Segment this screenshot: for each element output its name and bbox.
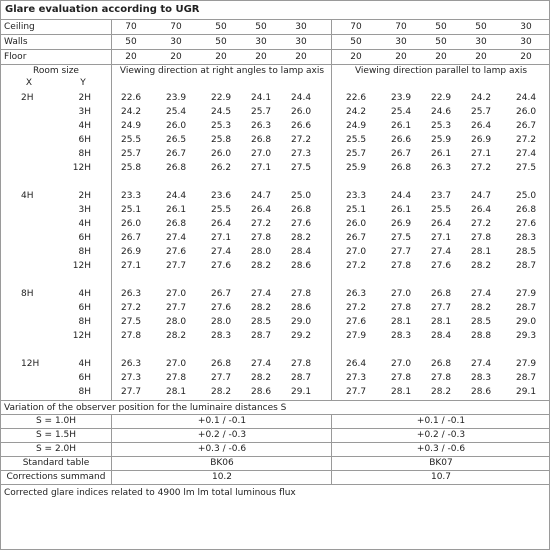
variation-row-label: S = 2.0H bbox=[35, 444, 77, 454]
ugr-value: 22.9 bbox=[431, 93, 452, 103]
ugr-value: 26.4 bbox=[211, 219, 232, 229]
room-y: 8H bbox=[78, 247, 91, 257]
ugr-value: 24.2 bbox=[121, 107, 142, 117]
ugr-value: 28.2 bbox=[251, 373, 272, 383]
ugr-value: 27.8 bbox=[166, 373, 187, 383]
ugr-value: 26.8 bbox=[516, 205, 537, 215]
ugr-value: 28.8 bbox=[471, 331, 492, 341]
ugr-value: 25.0 bbox=[516, 191, 537, 201]
ugr-value: 23.3 bbox=[121, 191, 142, 201]
ugr-value: 27.8 bbox=[291, 289, 312, 299]
divider bbox=[1, 456, 549, 457]
ugr-value: 27.2 bbox=[471, 163, 492, 173]
ugr-value: 28.2 bbox=[431, 387, 452, 397]
ugr-value: 26.0 bbox=[121, 219, 142, 229]
ugr-value: 27.2 bbox=[471, 219, 492, 229]
ugr-value: 27.4 bbox=[431, 247, 452, 257]
ugr-value: 27.2 bbox=[291, 135, 312, 145]
ugr-value: 26.3 bbox=[121, 289, 142, 299]
ugr-value: 29.1 bbox=[291, 387, 312, 397]
divider bbox=[111, 64, 112, 400]
ugr-value: 28.2 bbox=[291, 233, 312, 243]
room-y: 4H bbox=[78, 289, 91, 299]
reflectance-label: Walls bbox=[4, 37, 28, 47]
ugr-value: 26.1 bbox=[391, 121, 412, 131]
ugr-value: 26.8 bbox=[431, 289, 452, 299]
ugr-value: 27.6 bbox=[431, 261, 452, 271]
ugr-value: 25.8 bbox=[121, 163, 142, 173]
ugr-value: 26.4 bbox=[431, 219, 452, 229]
reflectance-value: 70 bbox=[170, 22, 182, 32]
divider bbox=[331, 414, 332, 484]
room-y: 2H bbox=[78, 191, 91, 201]
ugr-value: 27.4 bbox=[166, 233, 187, 243]
reflectance-value: 20 bbox=[170, 52, 182, 62]
footer-note: Corrected glare indices related to 4900 lm lm total luminous flux bbox=[4, 488, 296, 498]
ugr-value: 26.7 bbox=[516, 121, 537, 131]
reflectance-value: 30 bbox=[395, 37, 407, 47]
room-size-label: Room size bbox=[33, 66, 79, 76]
divider bbox=[1, 414, 549, 415]
ugr-value: 24.6 bbox=[431, 107, 452, 117]
ugr-value: 25.3 bbox=[431, 121, 452, 131]
ugr-value: 26.7 bbox=[391, 149, 412, 159]
ugr-value: 26.2 bbox=[211, 163, 232, 173]
room-y: 6H bbox=[78, 373, 91, 383]
room-y: 2H bbox=[78, 93, 91, 103]
ugr-value: 27.8 bbox=[291, 359, 312, 369]
ugr-value: 26.4 bbox=[471, 205, 492, 215]
ugr-value: 27.9 bbox=[516, 359, 537, 369]
ugr-value: 27.2 bbox=[346, 261, 367, 271]
ugr-value: 26.1 bbox=[391, 205, 412, 215]
variation-row-label: S = 1.0H bbox=[35, 416, 77, 426]
ugr-value: 26.3 bbox=[431, 163, 452, 173]
ugr-value: 24.2 bbox=[471, 93, 492, 103]
ugr-value: 24.9 bbox=[346, 121, 367, 131]
ugr-value: 26.6 bbox=[291, 121, 312, 131]
ugr-value: 26.9 bbox=[471, 135, 492, 145]
ugr-value: 22.6 bbox=[346, 93, 367, 103]
ugr-value: 28.0 bbox=[166, 317, 187, 327]
ugr-value: 24.4 bbox=[291, 93, 312, 103]
divider bbox=[111, 20, 112, 64]
ugr-value: 27.9 bbox=[516, 289, 537, 299]
reflectance-value: 20 bbox=[435, 52, 447, 62]
ugr-value: 27.4 bbox=[516, 149, 537, 159]
reflectance-label: Floor bbox=[4, 52, 27, 62]
y-label: Y bbox=[80, 78, 86, 88]
reflectance-value: 30 bbox=[255, 37, 267, 47]
ugr-value: 25.5 bbox=[121, 135, 142, 145]
ugr-value: 27.1 bbox=[121, 261, 142, 271]
divider bbox=[331, 20, 332, 400]
ugr-value: 27.7 bbox=[121, 387, 142, 397]
ugr-value: 27.6 bbox=[291, 219, 312, 229]
ugr-value: 26.7 bbox=[211, 289, 232, 299]
ugr-value: 27.2 bbox=[346, 303, 367, 313]
ugr-value: 27.2 bbox=[251, 219, 272, 229]
ugr-value: 24.4 bbox=[166, 191, 187, 201]
ugr-value: 27.0 bbox=[346, 247, 367, 257]
ugr-value: 26.9 bbox=[121, 247, 142, 257]
reflectance-value: 20 bbox=[125, 52, 137, 62]
ugr-value: 27.0 bbox=[166, 359, 187, 369]
ugr-value: 28.3 bbox=[211, 331, 232, 341]
ugr-value: 27.8 bbox=[251, 233, 272, 243]
room-y: 3H bbox=[78, 107, 91, 117]
divider bbox=[1, 442, 549, 443]
divider bbox=[1, 64, 549, 65]
ugr-value: 27.0 bbox=[391, 289, 412, 299]
ugr-value: 26.1 bbox=[431, 149, 452, 159]
ugr-value: 27.4 bbox=[251, 289, 272, 299]
ugr-value: 28.6 bbox=[291, 303, 312, 313]
divider bbox=[111, 414, 112, 484]
ugr-value: 27.7 bbox=[431, 303, 452, 313]
variation-label: Variation of the observer position for the luminaire distances S bbox=[4, 403, 287, 413]
room-y: 6H bbox=[78, 135, 91, 145]
ugr-value: 27.1 bbox=[251, 163, 272, 173]
ugr-value: 27.6 bbox=[211, 303, 232, 313]
reflectance-value: 20 bbox=[295, 52, 307, 62]
ugr-value: 28.1 bbox=[166, 387, 187, 397]
ugr-value: 27.8 bbox=[431, 373, 452, 383]
ugr-value: 26.0 bbox=[211, 149, 232, 159]
reflectance-value: 30 bbox=[295, 37, 307, 47]
ugr-value: 26.8 bbox=[251, 135, 272, 145]
ugr-value: 24.4 bbox=[391, 191, 412, 201]
room-y: 6H bbox=[78, 233, 91, 243]
ugr-value: 27.3 bbox=[121, 373, 142, 383]
ugr-value: 28.4 bbox=[291, 247, 312, 257]
reflectance-value: 30 bbox=[520, 22, 532, 32]
ugr-value: 26.4 bbox=[471, 121, 492, 131]
reflectance-value: 50 bbox=[435, 37, 447, 47]
reflectance-value: 50 bbox=[350, 37, 362, 47]
ugr-value: 26.1 bbox=[166, 205, 187, 215]
ugr-value: 27.5 bbox=[121, 317, 142, 327]
ugr-value: 29.0 bbox=[291, 317, 312, 327]
divider bbox=[1, 484, 549, 485]
ugr-value: 28.4 bbox=[431, 331, 452, 341]
ugr-value: 25.1 bbox=[346, 205, 367, 215]
ugr-value: 28.5 bbox=[251, 317, 272, 327]
room-x: 12H bbox=[21, 359, 40, 369]
ugr-value: 26.0 bbox=[166, 121, 187, 131]
ugr-value: 28.7 bbox=[516, 261, 537, 271]
ugr-value: 27.1 bbox=[471, 149, 492, 159]
ugr-value: 24.5 bbox=[211, 107, 232, 117]
ugr-value: 23.6 bbox=[211, 191, 232, 201]
ugr-value: 25.4 bbox=[166, 107, 187, 117]
corrections-right: 10.2 bbox=[211, 472, 233, 482]
ugr-value: 27.8 bbox=[391, 261, 412, 271]
variation-right: +0.2 / -0.3 bbox=[197, 430, 247, 440]
ugr-value: 27.2 bbox=[516, 135, 537, 145]
reflectance-value: 20 bbox=[520, 52, 532, 62]
standard-table-label: Standard table bbox=[22, 458, 90, 468]
ugr-value: 27.9 bbox=[346, 331, 367, 341]
direction-right-label: Viewing direction at right angles to lamp axis bbox=[119, 66, 325, 76]
room-y: 4H bbox=[78, 219, 91, 229]
ugr-value: 28.1 bbox=[391, 387, 412, 397]
ugr-value: 22.6 bbox=[121, 93, 142, 103]
reflectance-value: 30 bbox=[475, 37, 487, 47]
ugr-value: 26.8 bbox=[211, 359, 232, 369]
standard-table-right: BK06 bbox=[210, 458, 234, 468]
ugr-value: 28.0 bbox=[211, 317, 232, 327]
ugr-value: 28.1 bbox=[471, 247, 492, 257]
reflectance-value: 50 bbox=[215, 37, 227, 47]
ugr-value: 24.2 bbox=[346, 107, 367, 117]
ugr-value: 26.0 bbox=[516, 107, 537, 117]
ugr-value: 28.6 bbox=[251, 387, 272, 397]
ugr-value: 27.6 bbox=[346, 317, 367, 327]
ugr-value: 27.3 bbox=[291, 149, 312, 159]
ugr-value: 28.5 bbox=[471, 317, 492, 327]
ugr-value: 26.6 bbox=[391, 135, 412, 145]
reflectance-value: 50 bbox=[125, 37, 137, 47]
ugr-value: 26.0 bbox=[291, 107, 312, 117]
room-y: 8H bbox=[78, 317, 91, 327]
ugr-value: 28.1 bbox=[391, 317, 412, 327]
ugr-value: 25.5 bbox=[211, 205, 232, 215]
ugr-value: 29.1 bbox=[516, 387, 537, 397]
ugr-value: 28.6 bbox=[471, 387, 492, 397]
room-y: 12H bbox=[72, 331, 91, 341]
ugr-value: 27.6 bbox=[516, 219, 537, 229]
room-x: 8H bbox=[21, 289, 34, 299]
ugr-value: 24.7 bbox=[251, 191, 272, 201]
reflectance-value: 20 bbox=[350, 52, 362, 62]
ugr-value: 26.8 bbox=[431, 359, 452, 369]
ugr-value: 28.6 bbox=[291, 261, 312, 271]
ugr-value: 28.2 bbox=[211, 387, 232, 397]
ugr-value: 26.9 bbox=[391, 219, 412, 229]
reflectance-value: 20 bbox=[475, 52, 487, 62]
ugr-value: 25.7 bbox=[346, 149, 367, 159]
ugr-value: 23.3 bbox=[346, 191, 367, 201]
ugr-value: 26.4 bbox=[346, 359, 367, 369]
ugr-value: 27.3 bbox=[346, 373, 367, 383]
room-y: 4H bbox=[78, 121, 91, 131]
ugr-value: 27.0 bbox=[251, 149, 272, 159]
reflectance-value: 30 bbox=[520, 37, 532, 47]
ugr-value: 24.4 bbox=[516, 93, 537, 103]
variation-parallel: +0.2 / -0.3 bbox=[416, 430, 466, 440]
ugr-value: 27.7 bbox=[391, 247, 412, 257]
ugr-value: 28.3 bbox=[516, 233, 537, 243]
ugr-value: 27.8 bbox=[391, 303, 412, 313]
ugr-value: 28.0 bbox=[251, 247, 272, 257]
ugr-value: 28.7 bbox=[291, 373, 312, 383]
ugr-value: 28.2 bbox=[471, 303, 492, 313]
ugr-value: 23.9 bbox=[166, 93, 187, 103]
ugr-value: 27.7 bbox=[211, 373, 232, 383]
ugr-value: 25.7 bbox=[121, 149, 142, 159]
room-x: 2H bbox=[21, 93, 34, 103]
ugr-value: 25.5 bbox=[431, 205, 452, 215]
ugr-value: 22.9 bbox=[211, 93, 232, 103]
ugr-value: 27.5 bbox=[391, 233, 412, 243]
ugr-value: 28.3 bbox=[391, 331, 412, 341]
ugr-value: 27.7 bbox=[346, 387, 367, 397]
ugr-value: 26.4 bbox=[251, 205, 272, 215]
ugr-value: 25.3 bbox=[211, 121, 232, 131]
ugr-value: 26.3 bbox=[251, 121, 272, 131]
reflectance-value: 20 bbox=[395, 52, 407, 62]
ugr-value: 24.9 bbox=[121, 121, 142, 131]
ugr-value: 26.5 bbox=[166, 135, 187, 145]
ugr-value: 26.7 bbox=[166, 149, 187, 159]
variation-row-label: S = 1.5H bbox=[35, 430, 77, 440]
ugr-value: 28.7 bbox=[516, 373, 537, 383]
ugr-value: 28.2 bbox=[251, 261, 272, 271]
ugr-value: 28.7 bbox=[516, 303, 537, 313]
ugr-value: 27.0 bbox=[391, 359, 412, 369]
ugr-value: 27.5 bbox=[516, 163, 537, 173]
ugr-value: 27.8 bbox=[391, 373, 412, 383]
ugr-value: 25.4 bbox=[391, 107, 412, 117]
ugr-value: 28.2 bbox=[251, 303, 272, 313]
ugr-value: 26.7 bbox=[346, 233, 367, 243]
ugr-value: 26.8 bbox=[166, 219, 187, 229]
ugr-value: 25.7 bbox=[471, 107, 492, 117]
ugr-value: 25.9 bbox=[346, 163, 367, 173]
ugr-value: 27.4 bbox=[471, 359, 492, 369]
title-bar bbox=[1, 1, 549, 20]
ugr-value: 27.8 bbox=[471, 233, 492, 243]
room-y: 12H bbox=[72, 163, 91, 173]
ugr-value: 25.7 bbox=[251, 107, 272, 117]
ugr-value: 27.5 bbox=[291, 163, 312, 173]
reflectance-value: 50 bbox=[215, 22, 227, 32]
ugr-value: 25.8 bbox=[211, 135, 232, 145]
ugr-value: 27.0 bbox=[166, 289, 187, 299]
ugr-value: 27.1 bbox=[431, 233, 452, 243]
divider bbox=[1, 49, 549, 50]
reflectance-value: 50 bbox=[475, 22, 487, 32]
ugr-value: 27.8 bbox=[121, 331, 142, 341]
room-x: 4H bbox=[21, 191, 34, 201]
room-y: 8H bbox=[78, 387, 91, 397]
divider bbox=[1, 400, 549, 401]
ugr-value: 24.1 bbox=[251, 93, 272, 103]
ugr-value: 28.2 bbox=[471, 261, 492, 271]
ugr-value: 25.1 bbox=[121, 205, 142, 215]
ugr-value: 26.7 bbox=[121, 233, 142, 243]
corrections-label: Corrections summand bbox=[6, 472, 106, 482]
ugr-value: 27.6 bbox=[166, 247, 187, 257]
reflectance-value: 20 bbox=[255, 52, 267, 62]
page-title: Glare evaluation according to UGR bbox=[5, 4, 200, 15]
ugr-value: 28.7 bbox=[251, 331, 272, 341]
room-y: 12H bbox=[72, 261, 91, 271]
reflectance-value: 70 bbox=[395, 22, 407, 32]
ugr-value: 27.7 bbox=[166, 303, 187, 313]
ugr-value: 25.9 bbox=[431, 135, 452, 145]
room-y: 6H bbox=[78, 303, 91, 313]
reflectance-value: 50 bbox=[255, 22, 267, 32]
ugr-value: 27.4 bbox=[251, 359, 272, 369]
variation-right: +0.3 / -0.6 bbox=[197, 444, 247, 454]
divider bbox=[1, 428, 549, 429]
ugr-value: 24.7 bbox=[471, 191, 492, 201]
ugr-value: 26.0 bbox=[346, 219, 367, 229]
ugr-value: 28.5 bbox=[516, 247, 537, 257]
ugr-value: 23.7 bbox=[431, 191, 452, 201]
divider bbox=[1, 470, 549, 471]
variation-right: +0.1 / -0.1 bbox=[197, 416, 247, 426]
ugr-value: 29.0 bbox=[516, 317, 537, 327]
standard-table-parallel: BK07 bbox=[429, 458, 453, 468]
ugr-value: 26.3 bbox=[121, 359, 142, 369]
reflectance-value: 70 bbox=[125, 22, 137, 32]
ugr-value: 26.8 bbox=[166, 163, 187, 173]
ugr-value: 27.1 bbox=[211, 233, 232, 243]
variation-parallel: +0.1 / -0.1 bbox=[416, 416, 466, 426]
ugr-value: 27.4 bbox=[211, 247, 232, 257]
ugr-value: 26.8 bbox=[291, 205, 312, 215]
ugr-value: 28.3 bbox=[471, 373, 492, 383]
ugr-value: 28.1 bbox=[431, 317, 452, 327]
divider bbox=[1, 34, 549, 35]
ugr-value: 28.2 bbox=[166, 331, 187, 341]
reflectance-value: 70 bbox=[350, 22, 362, 32]
reflectance-value: 20 bbox=[215, 52, 227, 62]
room-y: 3H bbox=[78, 205, 91, 215]
ugr-value: 26.8 bbox=[391, 163, 412, 173]
ugr-value: 27.6 bbox=[211, 261, 232, 271]
reflectance-label: Ceiling bbox=[4, 22, 35, 32]
ugr-value: 25.5 bbox=[346, 135, 367, 145]
x-label: X bbox=[25, 78, 33, 88]
ugr-value: 27.7 bbox=[166, 261, 187, 271]
variation-parallel: +0.3 / -0.6 bbox=[416, 444, 466, 454]
ugr-value: 26.3 bbox=[346, 289, 367, 299]
room-y: 8H bbox=[78, 149, 91, 159]
ugr-value: 25.0 bbox=[291, 191, 312, 201]
reflectance-value: 50 bbox=[435, 22, 447, 32]
ugr-value: 27.2 bbox=[121, 303, 142, 313]
ugr-value: 29.2 bbox=[291, 331, 312, 341]
reflectance-value: 30 bbox=[170, 37, 182, 47]
direction-parallel-label: Viewing direction parallel to lamp axis bbox=[354, 66, 528, 76]
ugr-value: 29.3 bbox=[516, 331, 537, 341]
ugr-value: 27.4 bbox=[471, 289, 492, 299]
room-y: 4H bbox=[78, 359, 91, 369]
corrections-parallel: 10.7 bbox=[430, 472, 452, 482]
reflectance-value: 30 bbox=[295, 22, 307, 32]
ugr-value: 23.9 bbox=[391, 93, 412, 103]
